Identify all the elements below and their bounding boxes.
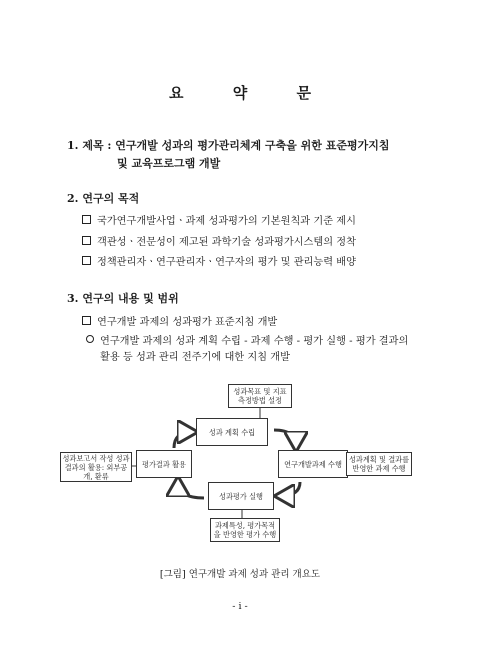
arrow-exec-to-eval: [280, 482, 300, 496]
checkbox-square-icon: [82, 316, 91, 325]
plan-box: 성과 계획 수립: [196, 418, 268, 446]
right-note-box: 성과계획 및 결과를 반영한 과제 수행: [346, 452, 412, 476]
objective-item-1-text: 국가연구개발사업ㆍ과제 성과평가의 기본원칙과 기준 제시: [97, 216, 356, 227]
page-title: 요 약 문: [169, 84, 333, 102]
objective-item-1: [82, 215, 356, 229]
goal-setting-box: 성과목표 및 지표 측정방법 설정: [228, 384, 292, 408]
evaluate-box: 성과평가 실행: [208, 482, 274, 510]
checkbox-square-icon: [82, 256, 91, 265]
scope-item-text: 연구개발 과제의 성과평가 표준지침 개발: [97, 317, 278, 328]
arrow-plan-to-exec: [274, 430, 296, 446]
objective-item-3: [82, 256, 356, 270]
figure-caption: [그림] 연구개발 과제 성과 관리 개요도: [159, 569, 321, 580]
section-3-heading: 3. 연구의 내용 및 범위: [67, 292, 179, 305]
bottom-note-box: 과제특성, 평가목적 을 반영한 평가 수행: [210, 518, 280, 542]
checkbox-square-icon: [82, 236, 91, 245]
use-results-box: 평가결과 활용: [136, 450, 192, 478]
scope-subitem: [86, 335, 408, 349]
arrow-use-to-plan: [174, 432, 192, 448]
objective-item-3-text: 정책관리자ㆍ연구관리자ㆍ연구자의 평가 및 관리능력 배양: [97, 257, 356, 268]
page-number: - i -: [232, 601, 248, 612]
left-note-box: 성과보고서 작성 성과결과의 활용: 외부공개, 환류: [60, 452, 132, 482]
section-1-heading: [67, 137, 389, 173]
checkbox-square-icon: [82, 215, 91, 224]
performance-management-diagram: [60, 378, 420, 558]
section-1-heading-line1: 1. 제목 : 연구개발 성과의 평가관리체계 구축을 위한 표준평가지침: [67, 139, 390, 152]
scope-subitem-line2: 활용 등 성과 관리 전주기에 대한 지침 개발: [100, 352, 290, 363]
section-1-heading-line2: 및 교육프로그램 개발: [117, 157, 221, 170]
scope-subitem-line1: 연구개발 과제의 성과 계획 수립 - 과제 수행 - 평가 실행 - 평가 결과의: [100, 336, 409, 347]
objective-item-2-text: 객관성ㆍ전문성이 제고된 과학기술 성과평가시스템의 정착: [97, 237, 356, 248]
scope-item: [82, 316, 277, 330]
objective-item-2: [82, 236, 356, 250]
arrow-eval-to-use: [178, 482, 204, 498]
circle-bullet-icon: [86, 335, 94, 343]
section-2-heading: 2. 연구의 목적: [67, 192, 140, 205]
execute-box: 연구개발과제 수행: [278, 450, 348, 478]
